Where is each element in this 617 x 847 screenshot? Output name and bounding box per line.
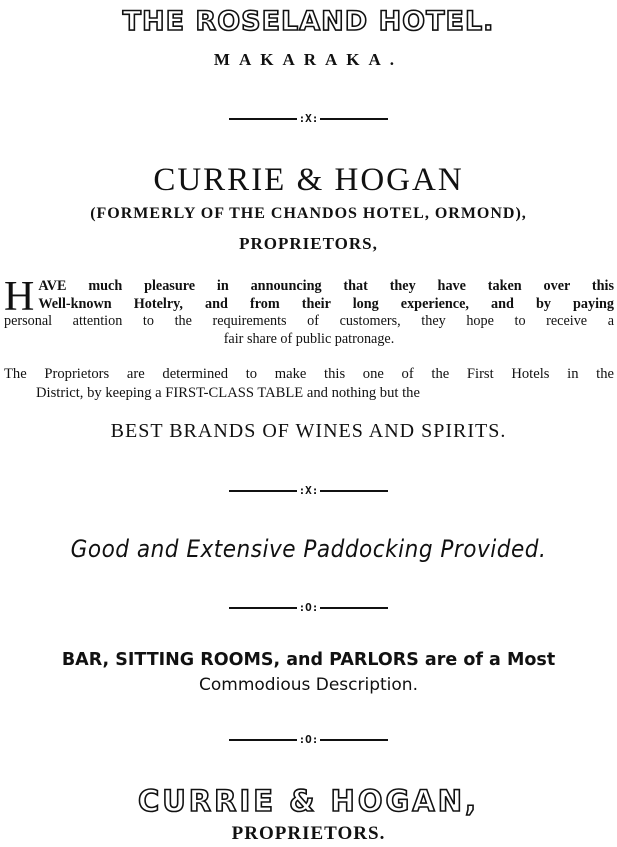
rooms-line: BAR, SITTING ROOMS, and PARLORS are of a Most [61, 650, 556, 670]
announcement-line: Well-known Hotelry, and from their long experience, and by paying [38, 295, 614, 312]
section-divider [0, 112, 617, 125]
announcement-line: fair share of public patronage. [223, 330, 395, 347]
section-divider [0, 484, 617, 497]
location-line: MAKARAKA. [213, 50, 404, 69]
promise-line: The Proprietors are determined to make this one of the First Hotels in the [4, 366, 614, 382]
footer-proprietors: PROPRIETORS. [231, 823, 386, 844]
firm-name: CURRIE & HOGAN [153, 162, 464, 198]
announcement-paragraph [4, 274, 614, 348]
promise-paragraph [4, 365, 614, 403]
announcement-line: AVE much pleasure in announcing that they have taken over this [38, 278, 614, 294]
wines-line: BEST BRANDS OF WINES AND SPIRITS. [110, 420, 507, 442]
divider-mark: :X: [298, 484, 319, 497]
paddocking-line: Good and Extensive Paddocking Provided. [70, 535, 547, 563]
rooms-line: Commodious Description. [199, 675, 418, 695]
section-divider [0, 733, 617, 746]
divider-mark: :O: [298, 601, 319, 614]
divider-mark: :X: [298, 112, 319, 125]
proprietors-heading: PROPRIETORS, [239, 234, 378, 253]
promise-line: District, by keeping a FIRST-CLASS TABLE and nothing but the [36, 385, 420, 401]
divider-mark: :O: [298, 733, 319, 746]
footer-firm-name: CURRIE & HOGAN, [137, 784, 480, 818]
hotel-title: THE ROSELAND HOTEL. [122, 6, 495, 37]
drop-cap: H [4, 274, 35, 320]
formerly-line: (FORMERLY OF THE CHANDOS HOTEL, ORMOND), [90, 205, 527, 222]
section-divider [0, 601, 617, 614]
announcement-line: personal attention to the requirements of customers, they hope to receive a [4, 313, 614, 329]
